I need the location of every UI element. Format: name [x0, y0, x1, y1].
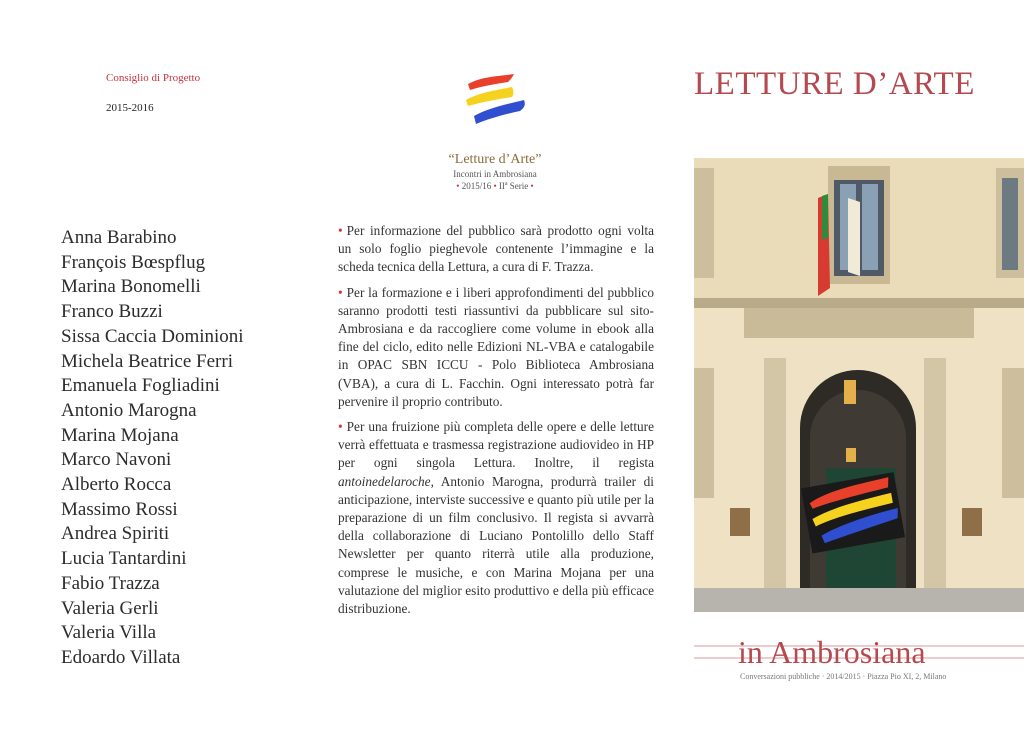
members-list [61, 226, 244, 671]
member-name: Franco Buzzi [61, 301, 163, 323]
info-paragraph: • Per informazione del pubblico sarà prodotto ogni volta un solo foglio pieghevole contenente l’immagine e la scheda tecnica della Lettura, a cura di F. Trazza. [338, 223, 654, 275]
series-subtitle [400, 152, 590, 191]
member-name: Emanuela Fogliadini [61, 375, 220, 397]
council-title: Consiglio di Progetto [106, 72, 201, 84]
member-name: Michela Beatrice Ferri [61, 350, 233, 372]
member-name: Edoardo Villata [61, 646, 181, 668]
ambrosiana-subtitle: Conversazioni pubbliche · 2014/2015 · Piazza Pio XI, 2, Milano [740, 672, 947, 681]
info-paragraph: • Per una fruizione più completa delle opere e delle letture verrà effettuata e trasmessa registrazione audiovideo in HP per ogni singola Lettura. Inoltre, il regista antoinedelaroche, Antonio Marogna, produrrà trailer di anticipazione, interviste successive e quanto più utile per la preparazione di un film conclusivo. Il regista si avvarrà della collaborazione di Luciano Pontolillo dello Staff Newsletter per quanto riterrà utile alla produzione, comprese le musiche, e con Marina Mojana per una valutazione del miglior esito produttivo e della più efficace distribuzione. [338, 419, 654, 617]
info-text [338, 222, 654, 625]
building-photo [694, 158, 1024, 612]
member-name: Massimo Rossi [61, 498, 178, 520]
info-paragraph: • Per la formazione e i liberi approfondimenti del pubblico saranno prodotti testi riassuntivi da pubblicare sul sito-Ambrosiana e da raccogliere come volume in ebook alla fine del ciclo, edito nelle Edizioni NL-VBA e catalogabile in OPAC SBN ICCU - Polo Biblioteca Ambrosiana (VBA), a cura di L. Facchin. Ogni interessato potrà far pervenire il proprio contributo. [338, 284, 654, 409]
ambrosiana-title: in Ambrosiana [738, 634, 926, 670]
years-label: 2015-2016 [106, 102, 154, 114]
member-name: Fabio Trazza [61, 572, 160, 594]
member-name: Marco Navoni [61, 449, 172, 471]
member-name: Anna Barabino [61, 227, 177, 248]
member-name: Valeria Gerli [61, 597, 159, 619]
series-subtitle-line: Incontri in Ambrosiana [453, 169, 537, 179]
series-edition: • 2015/16 • $II^a$ Serie • [456, 181, 534, 191]
member-name: François Bœspflug [61, 251, 206, 273]
member-name: Alberto Rocca [61, 474, 172, 496]
member-name: Sissa Caccia Dominioni [61, 325, 244, 347]
member-name: Marina Mojana [61, 424, 179, 446]
member-name: Valeria Villa [61, 622, 157, 644]
main-title: LETTURE D’ARTE [694, 66, 975, 102]
member-name: Antonio Marogna [61, 399, 197, 421]
member-name: Andrea Spiriti [61, 523, 170, 545]
member-name: Lucia Tantardini [61, 548, 187, 570]
stripes-logo-icon [462, 70, 532, 130]
series-title: “Letture d’Arte” [448, 152, 542, 167]
member-name: Marina Bonomelli [61, 276, 201, 298]
